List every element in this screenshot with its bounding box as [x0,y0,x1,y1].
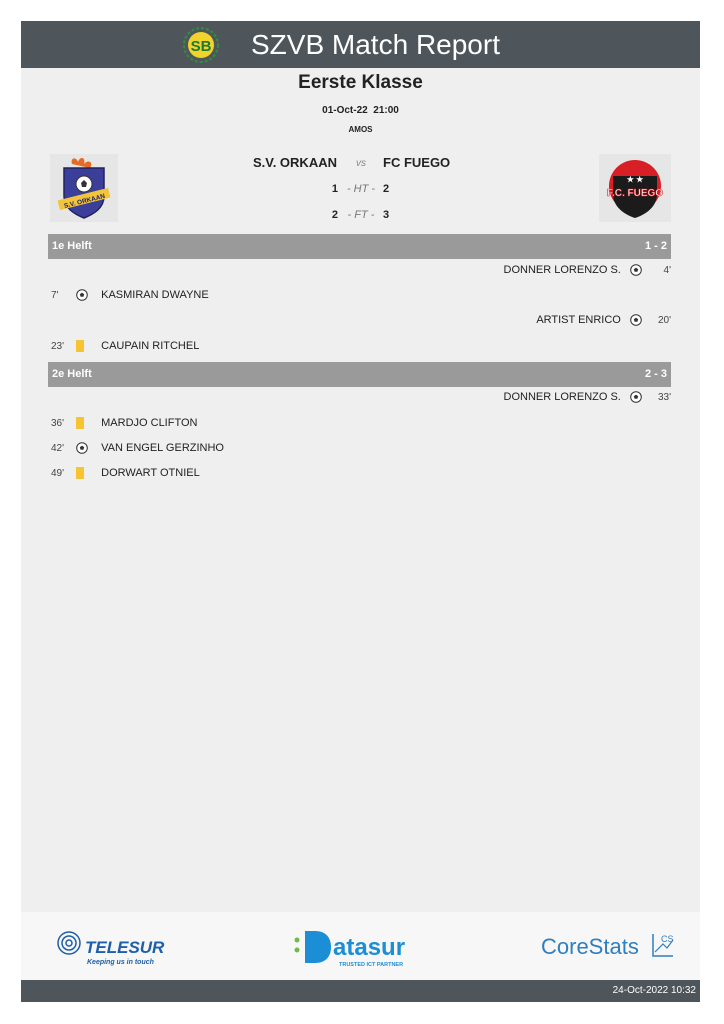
event-minute: 23' [51,340,65,352]
goal-ball-icon [76,289,88,301]
event-minute: 33' [657,391,671,403]
half-name: 2e Helft [52,368,92,380]
event-player: DORWART OTNIEL [101,467,200,480]
event-row [331,314,671,330]
goal-ball-icon [630,314,642,326]
ft-label: - FT - [347,209,375,221]
goal-ball-icon [76,442,88,454]
ht-label: - HT - [346,183,376,195]
footer-bar [21,980,700,1002]
svg-text:TRUSTED ICT PARTNER: TRUSTED ICT PARTNER [339,962,404,968]
generated-timestamp: 24-Oct-2022 10:32 [612,985,696,996]
event-minute: 36' [51,417,65,429]
svg-text:atasur: atasur [333,934,406,961]
event-minute: 20' [657,314,671,326]
event-player: KASMIRAN DWAYNE [101,289,209,302]
ht-home-score: 1 [331,183,338,195]
svg-text:CS: CS [661,934,674,944]
event-minute: 42' [51,442,65,454]
fulltime-score [21,209,700,225]
event-row [51,442,351,458]
event-minute: 7' [51,289,59,301]
event-row [51,340,351,356]
home-team-name: S.V. ORKAAN [252,155,337,170]
ft-away-score: 3 [383,209,390,221]
yellow-card-icon [76,467,84,479]
yellow-card-icon [76,417,84,429]
event-player: ARTIST ENRICO [536,314,621,327]
report-title: SZVB Match Report [251,29,500,60]
svg-text:★ ★: ★ ★ [626,175,644,184]
ft-home-score: 2 [331,209,338,221]
match-date: 01-Oct-22 [322,105,368,116]
svg-text:Keeping us in touch: Keeping us in touch [87,959,154,966]
match-time: 21:00 [373,105,399,116]
event-minute: 4' [663,264,671,276]
yellow-card-icon [76,340,84,352]
corestats-logo-icon [541,930,681,962]
match-datetime [21,105,700,116]
match-venue: AMOS [348,125,373,134]
event-row [331,264,671,280]
event-player: DONNER LORENZO S. [503,264,621,277]
event-row [51,467,351,483]
away-team-name: FC FUEGO [383,155,451,170]
half-name: 1e Helft [52,240,92,252]
half-header-1 [48,234,671,259]
svg-text:SB: SB [190,38,212,55]
event-row [51,289,351,305]
half-score: 1 - 2 [644,240,667,252]
event-row [331,391,671,407]
goal-ball-icon [630,264,642,276]
event-player: MARDJO CLIFTON [101,417,198,430]
szvb-logo-icon [179,26,223,64]
event-row [51,417,351,433]
event-player: VAN ENGEL GERZINHO [101,442,224,455]
event-player: CAUPAIN RITCHEL [101,340,200,353]
svg-text:F.C. FUEGO: F.C. FUEGO [606,188,664,199]
halftime-score [21,183,700,199]
svg-text:S.V. ORKAAN: S.V. ORKAAN [63,192,106,210]
vs-label: vs [356,158,366,169]
telesur-logo-icon [55,927,171,967]
match-report-page [21,21,700,1002]
goal-ball-icon [630,391,642,403]
ht-away-score: 2 [383,183,390,195]
half-header-2 [48,362,671,387]
svg-text:TELESUR: TELESUR [85,938,165,957]
header-bar [21,21,700,68]
event-minute: 49' [51,467,65,479]
half-score: 2 - 3 [644,368,667,380]
sponsor-footer [21,912,700,980]
datasur-logo-icon [291,925,431,969]
event-player: DONNER LORENZO S. [503,391,621,404]
svg-text:CoreStats: CoreStats [541,934,639,959]
league-name: Eerste Klasse [298,72,423,93]
